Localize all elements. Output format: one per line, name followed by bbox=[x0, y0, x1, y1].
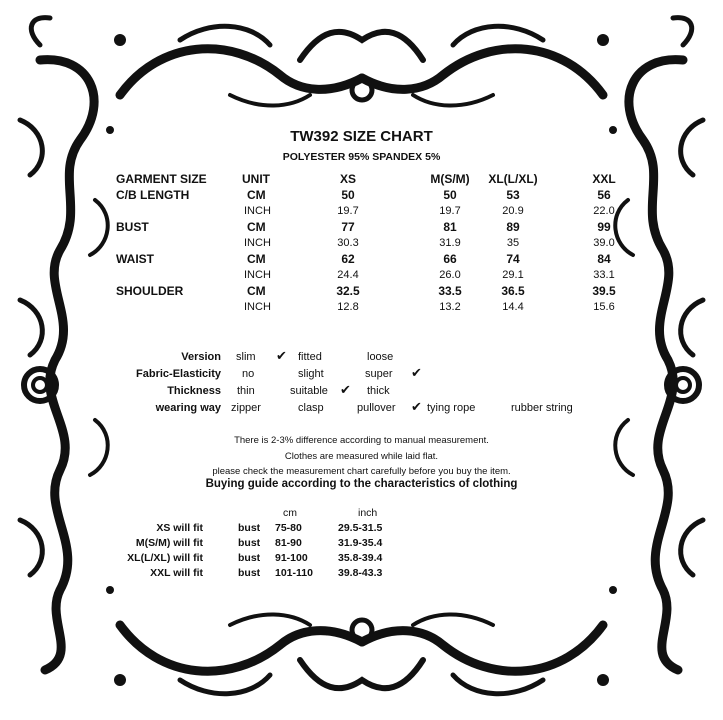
attr-option: fitted bbox=[298, 351, 322, 363]
size-header-xs: XS bbox=[339, 172, 356, 186]
garment-size-header: GARMENT SIZE bbox=[116, 172, 207, 186]
cell-inch: 22.0 bbox=[593, 205, 615, 217]
guide-row-label: XL(L/XL) will fit bbox=[127, 552, 203, 564]
attr-option: pullover bbox=[357, 402, 396, 414]
material-composition: POLYESTER 95% SPANDEX 5% bbox=[282, 151, 441, 163]
attr-option: clasp bbox=[298, 402, 324, 414]
unit-inch: INCH bbox=[244, 301, 271, 313]
buying-guide-title: Buying guide according to the characteristics of clothing bbox=[205, 478, 518, 490]
cell-inch: 29.1 bbox=[502, 269, 524, 281]
attr-option: super bbox=[365, 368, 393, 380]
cell-inch: 15.6 bbox=[593, 301, 615, 313]
attr-option: no bbox=[242, 368, 255, 380]
top-scroll-ornament bbox=[120, 26, 603, 105]
cell-inch: 33.1 bbox=[593, 269, 615, 281]
guide-cm-header: cm bbox=[283, 507, 297, 519]
left-scroll-ornament bbox=[20, 18, 108, 670]
attr-label-elasticity: Fabric-Elasticity bbox=[136, 368, 221, 380]
cell-inch: 31.9 bbox=[439, 237, 461, 249]
right-scroll-ornament bbox=[615, 18, 703, 670]
cell-inch: 30.3 bbox=[337, 237, 359, 249]
cell-cm: 39.5 bbox=[592, 284, 616, 298]
checkmark-icon: ✔ bbox=[340, 382, 351, 397]
note-difference: There is 2-3% difference according to manual measurement. bbox=[234, 435, 489, 446]
unit-inch: INCH bbox=[244, 237, 271, 249]
chart-title: TW392 SIZE CHART bbox=[290, 128, 433, 145]
attr-label-wearing-way: wearing way bbox=[155, 402, 221, 414]
cell-cm: 62 bbox=[341, 252, 355, 266]
guide-row-label: M(S/M) will fit bbox=[135, 537, 203, 549]
guide-cm: 81-90 bbox=[275, 537, 302, 549]
guide-inch: 35.8-39.4 bbox=[338, 552, 383, 564]
attr-label-thickness: Thickness bbox=[167, 385, 221, 397]
guide-inch: 29.5-31.5 bbox=[338, 522, 383, 534]
cell-inch: 20.9 bbox=[502, 205, 524, 217]
guide-part: bust bbox=[238, 537, 261, 549]
cell-inch: 13.2 bbox=[439, 301, 461, 313]
cell-cm: 53 bbox=[506, 188, 520, 202]
cell-inch: 24.4 bbox=[337, 269, 359, 281]
guide-cm: 91-100 bbox=[275, 552, 308, 564]
guide-row-label: XXL will fit bbox=[150, 567, 203, 579]
cell-cm: 50 bbox=[341, 188, 355, 202]
size-header-m: M(S/M) bbox=[430, 172, 470, 186]
checkmark-icon: ✔ bbox=[276, 348, 287, 363]
guide-cm: 101-110 bbox=[275, 567, 313, 579]
guide-part: bust bbox=[238, 552, 261, 564]
note-laid-flat: Clothes are measured while laid flat. bbox=[284, 451, 439, 462]
cell-inch: 14.4 bbox=[502, 301, 524, 313]
attr-option: slight bbox=[298, 368, 324, 380]
cell-cm: 32.5 bbox=[336, 284, 360, 298]
unit-header: UNIT bbox=[242, 172, 270, 186]
cell-inch: 26.0 bbox=[439, 269, 461, 281]
size-header-xxl: XXL bbox=[592, 172, 616, 186]
attr-option: suitable bbox=[290, 385, 328, 397]
cell-cm: 33.5 bbox=[438, 284, 462, 298]
cell-inch: 39.0 bbox=[593, 237, 615, 249]
row-label-bust: BUST bbox=[116, 220, 149, 234]
guide-part: bust bbox=[238, 567, 261, 579]
cell-cm: 89 bbox=[506, 220, 520, 234]
checkmark-icon: ✔ bbox=[411, 399, 422, 414]
cell-cm: 50 bbox=[443, 188, 457, 202]
guide-inch: 39.8-43.3 bbox=[338, 567, 383, 579]
unit-cm: CM bbox=[247, 188, 266, 202]
attr-label-version: Version bbox=[181, 351, 221, 363]
cell-cm: 56 bbox=[597, 188, 611, 202]
bottom-scroll-ornament bbox=[120, 614, 603, 693]
unit-cm: CM bbox=[247, 220, 266, 234]
cell-cm: 81 bbox=[443, 220, 457, 234]
attr-option: zipper bbox=[231, 402, 261, 414]
unit-cm: CM bbox=[247, 252, 266, 266]
cell-cm: 66 bbox=[443, 252, 457, 266]
cell-cm: 77 bbox=[341, 220, 355, 234]
attr-option: loose bbox=[367, 351, 394, 363]
cell-cm: 99 bbox=[597, 220, 611, 234]
unit-inch: INCH bbox=[244, 269, 271, 281]
cell-inch: 19.7 bbox=[439, 205, 461, 217]
cell-cm: 84 bbox=[597, 252, 611, 266]
row-label-waist: WAIST bbox=[116, 252, 154, 266]
note-check-chart: please check the measurement chart carefully before you buy the item. bbox=[212, 466, 511, 477]
size-header-xl: XL(L/XL) bbox=[488, 172, 538, 186]
guide-cm: 75-80 bbox=[275, 522, 302, 534]
guide-part: bust bbox=[238, 522, 261, 534]
row-label-length: C/B LENGTH bbox=[116, 188, 190, 202]
cell-cm: 74 bbox=[506, 252, 520, 266]
guide-inch-header: inch bbox=[358, 507, 378, 519]
cell-inch: 19.7 bbox=[337, 205, 359, 217]
cell-inch: 35 bbox=[506, 237, 520, 249]
row-label-shoulder: SHOULDER bbox=[116, 284, 184, 298]
guide-row-label: XS will fit bbox=[156, 522, 203, 534]
checkmark-icon: ✔ bbox=[411, 365, 422, 380]
attr-option: tying rope bbox=[427, 402, 476, 414]
attr-option: slim bbox=[236, 351, 256, 363]
unit-inch: INCH bbox=[244, 205, 271, 217]
attr-option: rubber string bbox=[511, 402, 573, 414]
attr-option: thick bbox=[367, 385, 390, 397]
cell-cm: 36.5 bbox=[501, 284, 525, 298]
guide-inch: 31.9-35.4 bbox=[338, 537, 383, 549]
attr-option: thin bbox=[237, 385, 255, 397]
cell-inch: 12.8 bbox=[337, 301, 359, 313]
unit-cm: CM bbox=[247, 284, 266, 298]
